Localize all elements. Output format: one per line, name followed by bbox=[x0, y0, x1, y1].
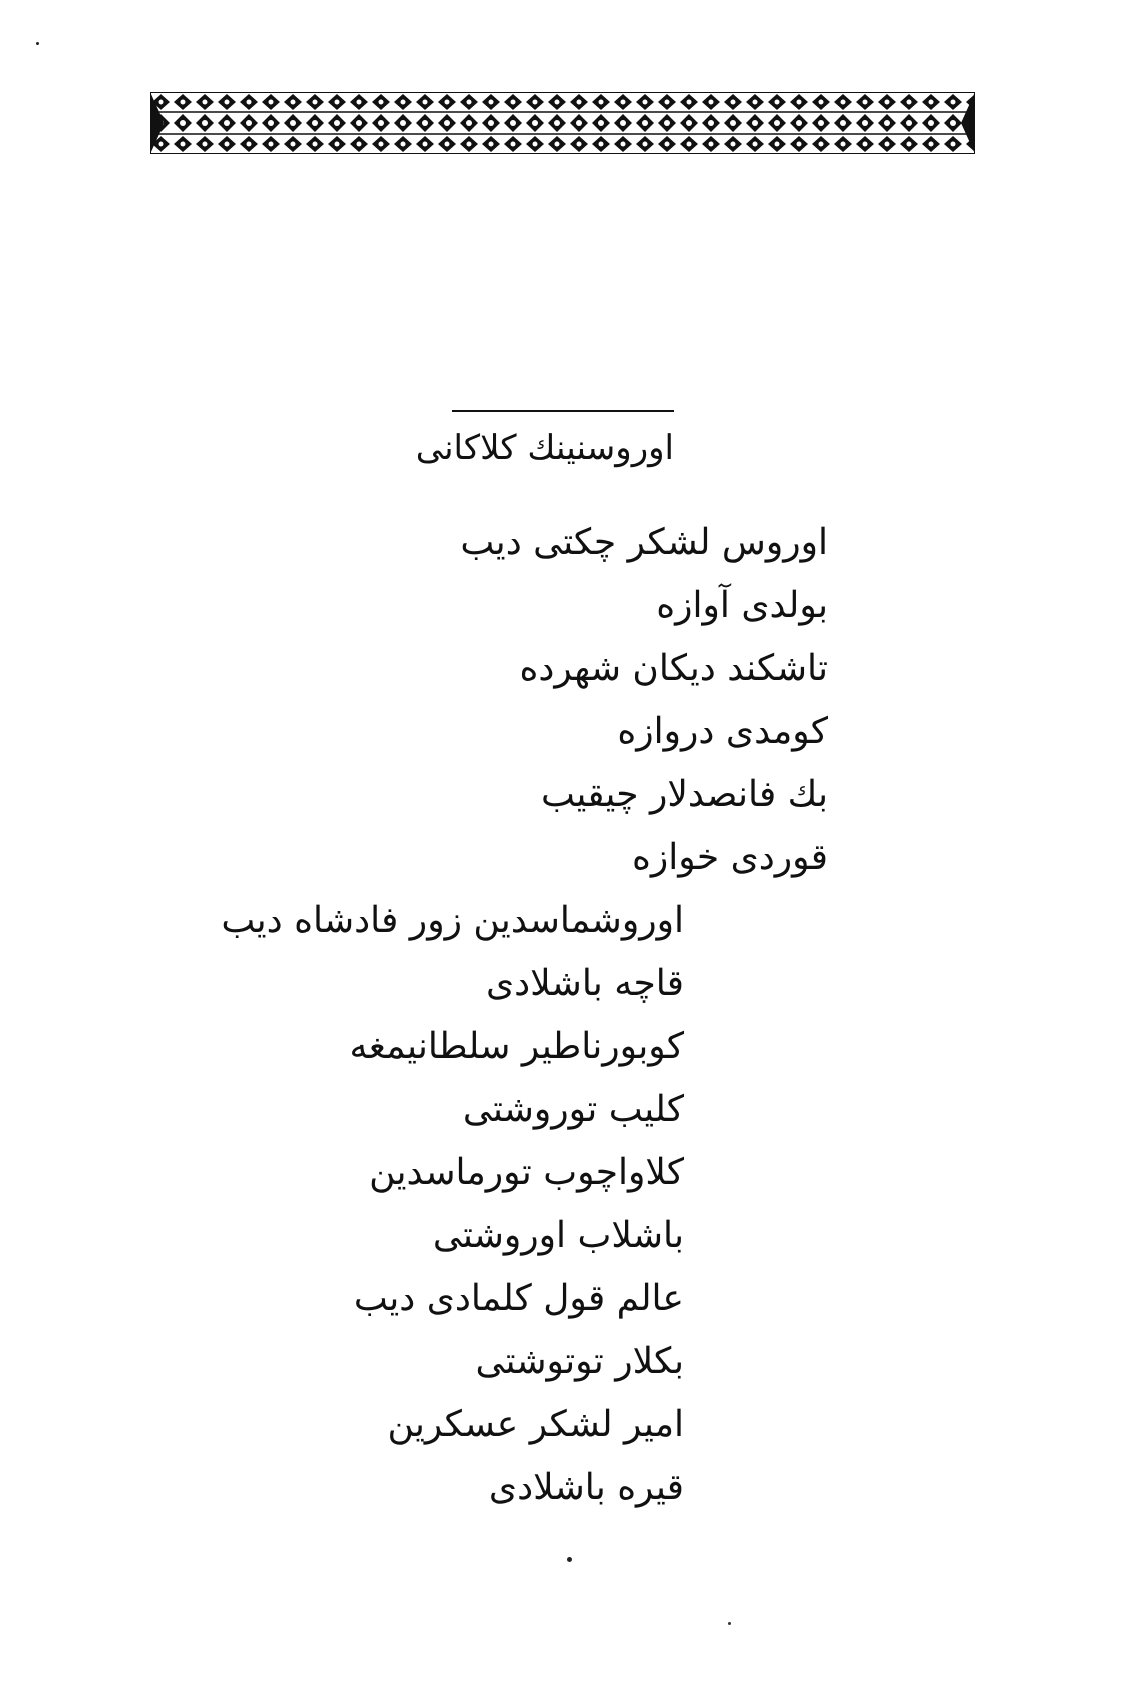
poem-line: بك فانصدلار چیقیب bbox=[540, 774, 828, 815]
poem-line: اوروس لشکر چکتی دیب bbox=[460, 522, 828, 563]
poem-line: امیر لشکر عسکرین bbox=[387, 1404, 684, 1445]
poem-line: عالم قول کلمادی دیب bbox=[353, 1278, 684, 1319]
poem-line: قوردی خوازه bbox=[632, 837, 828, 878]
poem-line: بولدی آوازه bbox=[656, 585, 828, 626]
poem-line: کومدی دروازه bbox=[617, 711, 828, 752]
title-rule bbox=[452, 410, 674, 412]
poem-title: اوروسنینك كلاكانی bbox=[415, 428, 674, 468]
print-speck bbox=[36, 42, 39, 45]
poem-line: قیره باشلادی bbox=[488, 1467, 684, 1508]
print-speck bbox=[567, 1557, 572, 1562]
print-speck bbox=[728, 1622, 731, 1625]
poem-line: اوروشماسدین زور فادشاه دیب bbox=[221, 900, 684, 941]
poem-line: کلیب توروشتی bbox=[462, 1089, 684, 1130]
poem-line: کلاواچوب تورماسدین bbox=[369, 1152, 684, 1193]
poem-line: بکلار توتوشتی bbox=[475, 1341, 684, 1382]
poem-line: کوبورناطیر سلطانیمغه bbox=[349, 1026, 684, 1067]
poem-line: قاچه باشلادی bbox=[485, 963, 684, 1004]
poem-line: باشلاب اوروشتی bbox=[432, 1215, 684, 1256]
poem-line: تاشکند دیکان شهرده bbox=[519, 648, 828, 689]
decorative-header-band bbox=[150, 92, 975, 154]
